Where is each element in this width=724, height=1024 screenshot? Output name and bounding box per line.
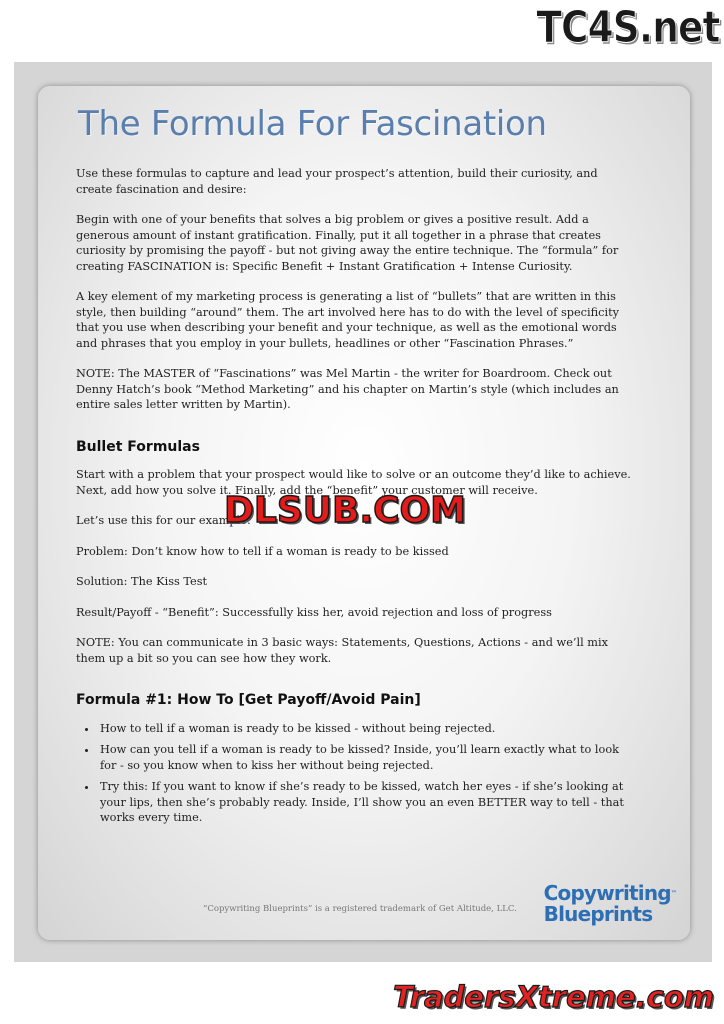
logo-tm: ™ — [670, 890, 676, 897]
logo-line-1: Copywriting — [543, 881, 671, 905]
list-item: • Try this: If you want to know if she’s ready to be kissed, watch her eyes - if she’s looking at your lips, then she’s probably ready. Inside, I’ll show you an even BETTER way to tell - that works every time. — [98, 779, 636, 826]
watermark-dlsub: DLSUB.COM — [224, 490, 466, 531]
watermark-tc4s: TC4S.net — [536, 2, 720, 53]
body-paragraph: Solution: The Kiss Test — [76, 575, 208, 588]
body-paragraph: Result/Payoff - “Benefit”: Successfully kiss her, avoid rejection and loss of progress — [76, 605, 552, 619]
list-item: • How to tell if a woman is ready to be kissed - without being rejected. — [98, 721, 636, 737]
logo-line-2: Blueprints — [543, 902, 653, 926]
body-paragraph: NOTE: You can communicate in 3 basic ways: Statements, Questions, Actions - and we’ll mix them up a bit so you can see how they work. — [76, 636, 608, 665]
intro-paragraph: Begin with one of your benefits that solves a big problem or gives a positive result. Add a generous amount of instant gratification. Finally, put it all together in a phrase that creates curiosity by promising the payoff - but not giving away the entire technique. The “formula” for creating FASCINATION is: Specific Benefit + Instant Gratification + Intense Curiosity. — [76, 213, 619, 273]
body-paragraph: Let’s use this for our example: — [76, 514, 251, 527]
list-item: • How can you tell if a woman is ready to be kissed? Inside, you’ll learn exactly what to look for - so you know when to kiss her without being rejected. — [98, 742, 636, 773]
copywriting-blueprints-logo — [544, 883, 676, 925]
intro-paragraph: A key element of my marketing process is generating a list of “bullets” that are written in this style, then building “around” them. The art involved here has to do with the level of specificity that you use when describing your benefit and your technique, as well as the emotional words and phrases that you employ in your bullets, headlines or other “Fascination Phrases.” — [76, 290, 619, 350]
formula-bullet-list — [76, 721, 636, 826]
body-paragraph: Problem: Don’t know how to tell if a woman is ready to be kissed — [76, 544, 449, 558]
bullet-formulas-heading: Bullet Formulas — [76, 438, 200, 455]
intro-paragraph: Use these formulas to capture and lead your prospect’s attention, build their curiosity, and create fascination and desire: — [76, 167, 598, 196]
trademark-footer: “Copywriting Blueprints” is a registered trademark of Get Altitude, LLC. — [203, 904, 517, 914]
intro-paragraph: NOTE: The MASTER of “Fascinations” was Mel Martin - the writer for Boardroom. Check out Denny Hatch’s book “Method Marketing” and his chapter on Martin’s style (which includes an entire sales letter written by Martin). — [76, 367, 619, 411]
body-paragraph: Start with a problem that your prospect would like to solve or an outcome they’d like to achieve. Next, add how you solve it. Finally, add the “benefit” your customer will receive. — [76, 468, 631, 497]
watermark-tradersxtreme: TradersXtreme.com — [393, 980, 714, 1014]
formula-heading: Formula #1: How To [Get Payoff/Avoid Pain] — [76, 692, 421, 708]
page-title: The Formula For Fascination — [78, 104, 547, 144]
